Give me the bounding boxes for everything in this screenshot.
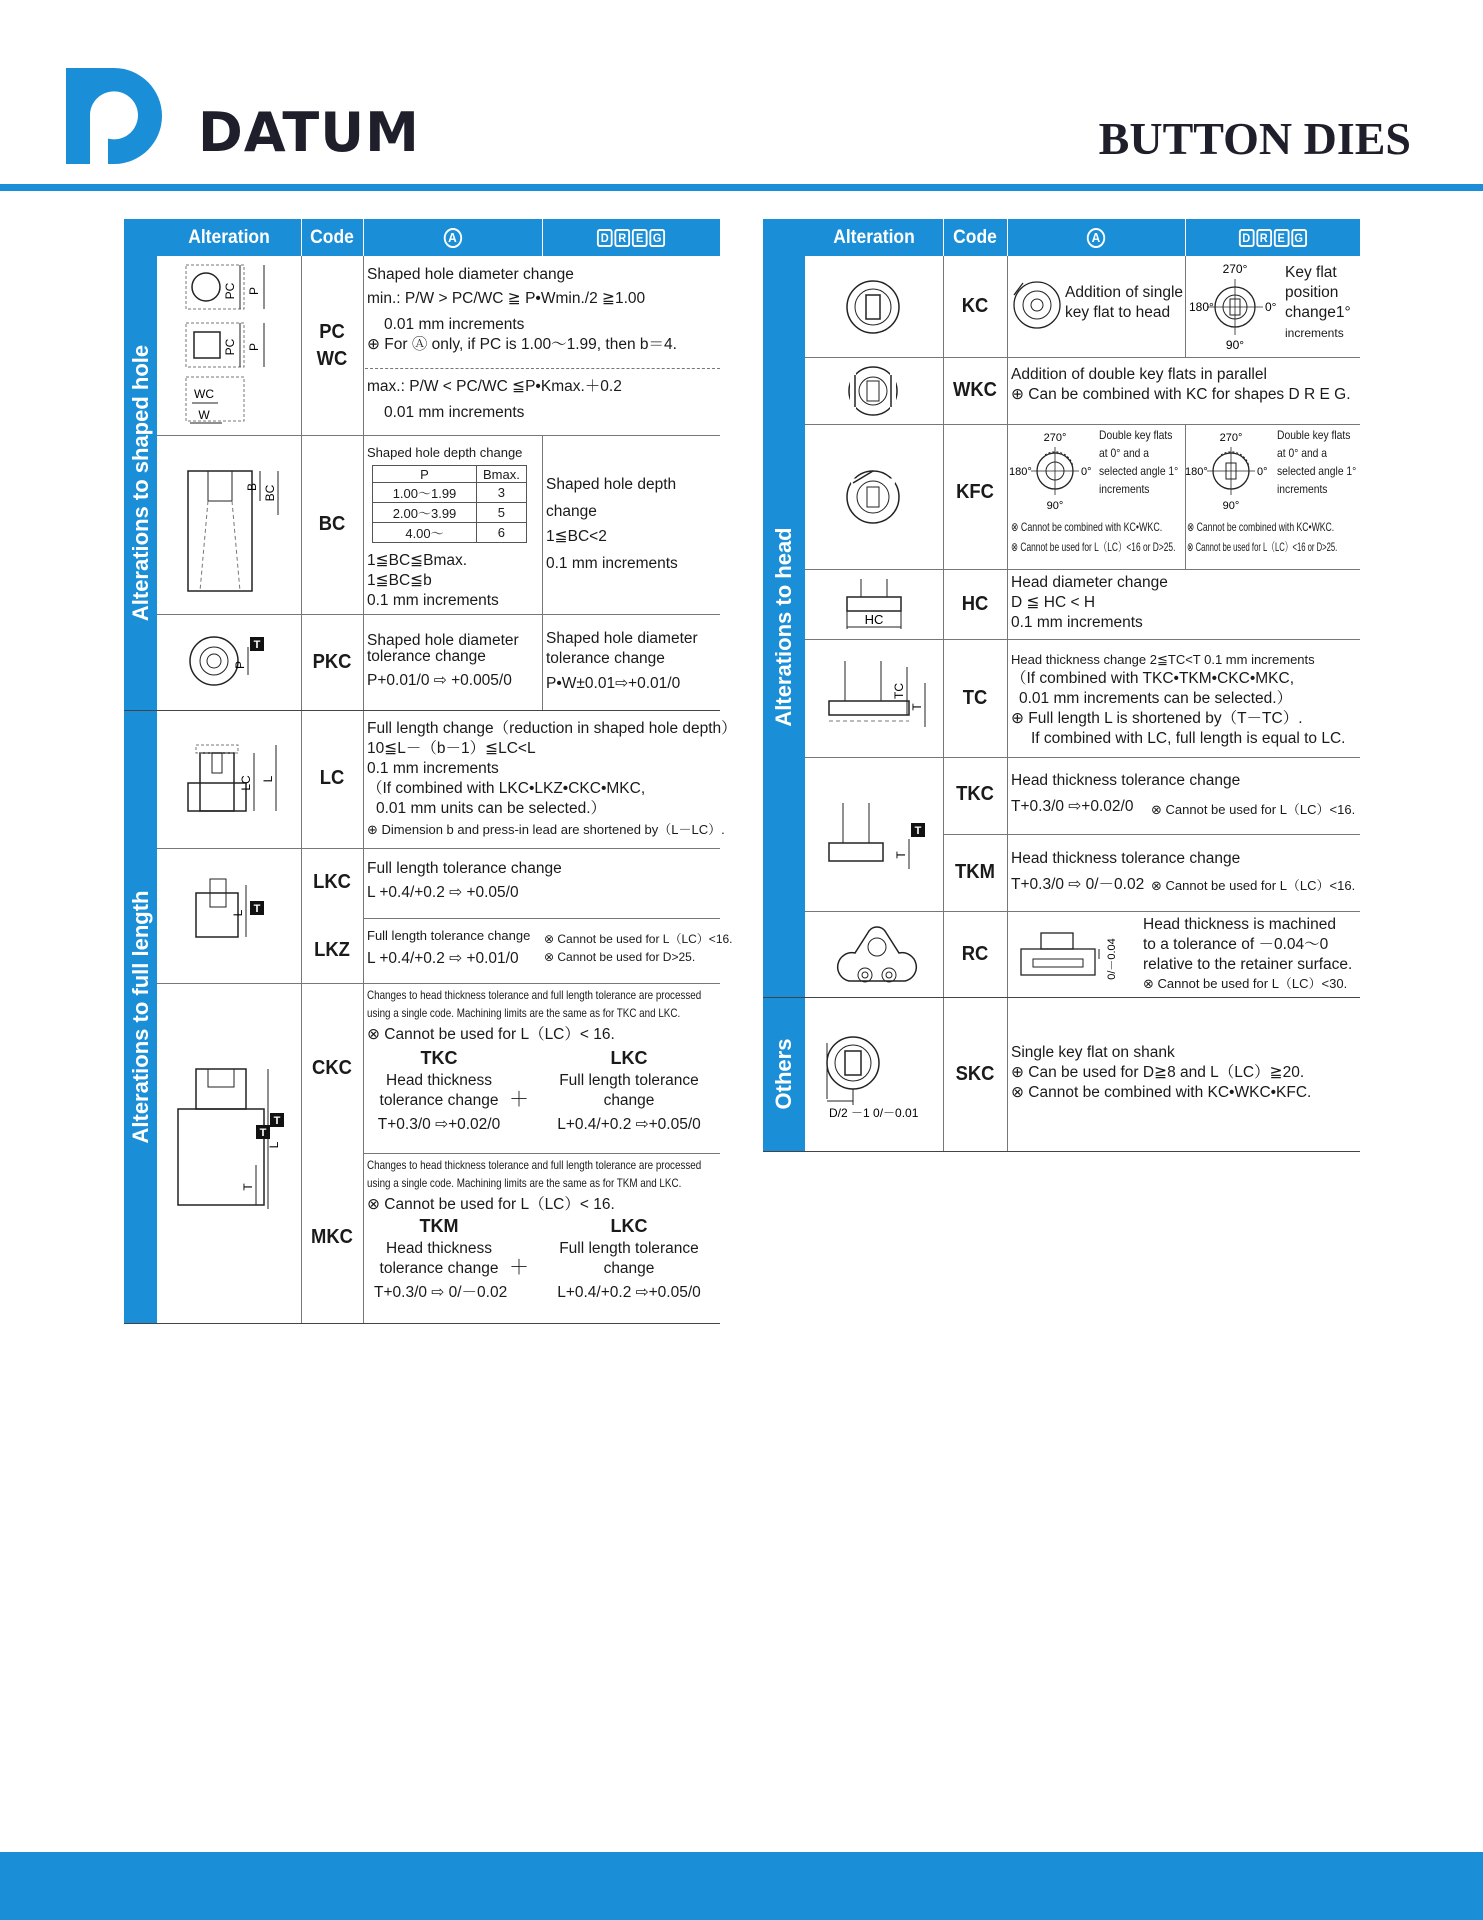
hc-line-3: 0.1 mm increments (1011, 614, 1143, 631)
code-tkm: TKM (955, 861, 995, 883)
bc-diagram (160, 441, 300, 611)
lc-line-3: 0.1 mm increments (367, 760, 499, 777)
hc-diagram (809, 573, 939, 635)
ckc-line-2: using a single code. Machining limits are the same as for TKC and LKC. (367, 1006, 681, 1020)
pcwc-line-1: Shaped hole diameter change (367, 266, 574, 283)
pkc-b-line-2: tolerance change (546, 650, 665, 667)
lkz-line-2: L +0.4/+0.2 ⇨ +0.01/0 (367, 950, 519, 967)
svg-text:T: T (914, 825, 922, 837)
kfc-b-line-4: increments (1277, 482, 1328, 496)
page-header (0, 0, 1483, 190)
code-skc: SKC (955, 1063, 995, 1085)
hc-line-2: D ≦ HC < H (1011, 594, 1096, 611)
tc-diagram (809, 643, 939, 753)
lkz-note-1: ⊗ Cannot be used for L（LC）<16. (544, 932, 733, 946)
datum-logo-icon (66, 68, 162, 164)
kfc-a-note-1: ⊗ Cannot be combined with KC•WKC. (1011, 520, 1163, 534)
kfc-a-angle-270: 270° (1043, 432, 1067, 444)
svg-text:L: L (267, 1141, 281, 1149)
kc-b-line-2: position (1285, 284, 1339, 301)
bc-b-line-2: change (546, 503, 597, 520)
rc-line-1: Head thickness is machined (1143, 916, 1336, 933)
brand-name: DATUM (198, 101, 420, 164)
pcwc-line-3: 0.01 mm increments (384, 316, 525, 333)
mkc-right-line-3: L+0.4/+0.2 ⇨+0.05/0 (557, 1284, 701, 1301)
kfc-b-angle-icon (1185, 427, 1281, 515)
bc-b-line-3: 1≦BC<2 (546, 528, 607, 545)
bc-a-line-3: 0.1 mm increments (367, 592, 499, 609)
ckc-mkc-diagram (160, 1059, 300, 1249)
code-pc-wc: PC WC (316, 321, 348, 370)
column-dreg: D R E G (549, 219, 713, 256)
ckc-right-code: LKC (610, 1048, 648, 1068)
ckc-left-line-2: tolerance change (379, 1092, 499, 1109)
column-alteration: Alteration (188, 227, 270, 248)
right-table (763, 219, 1360, 1152)
column-a: A (370, 219, 535, 256)
mkc-line-3: ⊗ Cannot be used for L（LC）< 16. (367, 1196, 615, 1213)
svg-text:T: T (894, 851, 908, 859)
kfc-b-line-3: selected angle 1° (1277, 464, 1357, 478)
mkc-right-code: LKC (610, 1216, 648, 1236)
ckc-right-line-1: Full length tolerance (559, 1072, 699, 1089)
wkc-diagram (809, 361, 939, 421)
group-shaped-hole: Alterations to shaped hole (124, 256, 157, 710)
pcwc-line-6: 0.01 mm increments (384, 404, 525, 421)
svg-text:PC: PC (223, 338, 237, 356)
rc-dim-label: 0/－0.04 (1106, 938, 1118, 980)
mkc-left-code: TKM (419, 1216, 459, 1236)
code-tkc: TKC (956, 783, 994, 805)
code-tc: TC (962, 687, 988, 709)
page-title: BUTTON DIES (1098, 113, 1411, 164)
svg-text:P: P (247, 286, 261, 296)
kfc-a-angle-180: 180° (1009, 466, 1032, 478)
lc-line-5: 0.01 mm units can be selected.） (376, 800, 607, 817)
svg-text:T: T (273, 1115, 281, 1127)
ckc-left-code: TKC (420, 1048, 458, 1068)
lc-line-4: （If combined with LKC•LKZ•CKC•MKC, (367, 780, 646, 797)
lc-line-1: Full length change（reduction in shaped hole depth） (367, 720, 737, 737)
kfc-a-angle-0: 0° (1081, 466, 1092, 478)
ckc-plus: ＋ (509, 1089, 529, 1111)
tkm-line-2: T+0.3/0 ⇨ 0/－0.02 (1011, 876, 1145, 893)
lc-diagram (160, 715, 300, 845)
bc-b-line-1: Shaped hole depth (546, 476, 677, 493)
tc-line-4: ⊕ Full length L is shortened by（T－TC）. (1011, 710, 1303, 727)
svg-text:WC: WC (194, 387, 214, 401)
svg-text:T: T (241, 1183, 255, 1191)
kfc-diagram (809, 457, 939, 537)
kc-a-icon (1011, 271, 1065, 341)
tkc-line-2: T+0.3/0 ⇨+0.02/0 (1011, 798, 1134, 815)
mkc-left-line-1: Head thickness (386, 1240, 492, 1257)
kfc-a-line-1: Double key flats (1099, 428, 1173, 442)
mkc-line-1: Changes to head thickness tolerance and full length tolerance are processed (367, 1158, 702, 1172)
skc-line-2: ⊕ Can be used for D≧8 and L（LC）≧20. (1011, 1064, 1305, 1081)
ckc-left-line-1: Head thickness (386, 1072, 492, 1089)
kc-b-line-3: change1° (1285, 304, 1351, 321)
rc-section-icon (1011, 919, 1131, 993)
skc-line-3: ⊗ Cannot be combined with KC•WKC•KFC. (1011, 1084, 1312, 1101)
code-kfc: KFC (956, 481, 994, 503)
skc-dim-label: D/2 －1 0/－0.01 (829, 1106, 919, 1120)
skc-line-1: Single key flat on shank (1011, 1044, 1175, 1061)
pkc-a-line-2: tolerance change (367, 648, 486, 665)
code-lc: LC (319, 767, 345, 789)
kc-a-line-1: Addition of single (1065, 284, 1184, 301)
mkc-line-2: using a single code. Machining limits are the same as for TKM and LKC. (367, 1176, 682, 1190)
skc-diagram (809, 1003, 943, 1147)
svg-text:L: L (261, 775, 275, 783)
pkc-diagram (160, 619, 300, 707)
svg-text:P: P (233, 660, 247, 670)
kfc-b-line-2: at 0° and a (1277, 446, 1328, 460)
ckc-line-1: Changes to head thickness tolerance and full length tolerance are processed (367, 988, 702, 1002)
lkc-lkz-diagram (160, 853, 300, 979)
pcwc-line-5: max.: P/W < PC/WC ≦P•Kmax.＋0.2 (367, 378, 622, 395)
kfc-b-angle-270: 270° (1219, 432, 1243, 444)
bc-a-line-1: 1≦BC≦Bmax. (367, 552, 468, 569)
kc-angle-270: 270° (1222, 262, 1248, 276)
svg-text:TC: TC (892, 683, 906, 699)
bc-title: Shaped hole depth change (367, 445, 523, 460)
lc-line-6: ⊕ Dimension b and press-in lead are shortened by（L－LC）. (367, 822, 725, 837)
svg-text:T: T (910, 703, 924, 711)
mkc-left-line-3: T+0.3/0 ⇨ 0/－0.02 (374, 1284, 508, 1301)
group-others: Others (763, 997, 805, 1151)
tkc-line-1: Head thickness tolerance change (1011, 772, 1241, 789)
column-a: A (1014, 219, 1178, 256)
tc-line-2: （If combined with TKC•TKM•CKC•MKC, (1011, 670, 1294, 687)
rc-line-2: to a tolerance of －0.04～0 (1143, 936, 1329, 953)
code-kc: KC (961, 295, 989, 317)
svg-text:PC: PC (223, 282, 237, 300)
svg-text:T: T (253, 639, 261, 651)
pkc-a-line-3: P+0.01/0 ⇨ +0.005/0 (367, 672, 512, 689)
kc-b-line-4: increments (1285, 326, 1344, 340)
pcwc-diagram (160, 259, 300, 431)
kfc-b-note-2: ⊗ Cannot be used for L（LC）<16 or D>25. (1187, 540, 1338, 554)
rc-line-3: relative to the retainer surface. (1143, 956, 1353, 973)
tc-line-1: Head thickness change 2≦TC<T 0.1 mm increments (1011, 652, 1315, 667)
kfc-b-line-1: Double key flats (1277, 428, 1351, 442)
footer-bar (0, 1852, 1483, 1920)
kc-angle-90: 90° (1225, 338, 1245, 352)
rc-diagram (809, 915, 939, 995)
ckc-right-line-2: change (603, 1092, 655, 1109)
hc-line-1: Head diameter change (1011, 574, 1168, 591)
ckc-left-line-3: T+0.3/0 ⇨+0.02/0 (377, 1116, 501, 1133)
hc-dim-label: HC (864, 612, 884, 627)
pkc-b-line-3: P•W±0.01⇨+0.01/0 (546, 675, 681, 692)
column-code: Code (953, 227, 997, 248)
pkc-a-line-1: Shaped hole diameter (367, 632, 519, 649)
bc-a-line-2: 1≦BC≦b (367, 572, 432, 589)
kfc-b-angle-180: 180° (1185, 466, 1208, 478)
tkc-tkm-diagram (809, 779, 939, 889)
tc-line-5: If combined with LC, full length is equal to LC. (1031, 730, 1346, 747)
kc-diagram (809, 261, 939, 353)
bc-bmax-table: P Bmax. 1.00～1.99 3 2.00～3.99 5 4.00～ 6 (372, 465, 527, 543)
mkc-plus: ＋ (509, 1257, 529, 1279)
kfc-a-angle-90: 90° (1046, 500, 1064, 512)
wkc-line-1: Addition of double key flats in parallel (1011, 366, 1267, 383)
svg-text:BC: BC (263, 484, 277, 502)
code-mkc: MKC (311, 1226, 353, 1248)
left-table (124, 219, 737, 1324)
code-hc: HC (961, 593, 989, 615)
lkz-note-2: ⊗ Cannot be used for D>25. (544, 950, 696, 964)
kc-b-line-1: Key flat (1285, 264, 1337, 281)
pcwc-line-4: ⊕ For Ⓐ only, if PC is 1.00～1.99, then b＝4. (367, 336, 677, 353)
svg-text:T: T (259, 1127, 267, 1139)
column-dreg: D R E G (1192, 219, 1353, 256)
code-lkc: LKC (313, 871, 351, 893)
lkz-line-1: Full length tolerance change (367, 928, 531, 943)
kfc-a-note-2: ⊗ Cannot be used for L（LC）<16 or D>25. (1011, 540, 1176, 554)
lkc-line-1: Full length tolerance change (367, 860, 562, 877)
right-table-header (763, 219, 1360, 256)
pkc-b-line-1: Shaped hole diameter (546, 630, 698, 647)
kc-b-angle-icon (1187, 259, 1283, 355)
svg-text:L: L (231, 909, 245, 917)
pcwc-line-2: min.: P/W > PC/WC ≧ P•Wmin./2 ≧1.00 (367, 290, 646, 307)
kfc-a-line-2: at 0° and a (1099, 446, 1150, 460)
wkc-line-2: ⊕ Can be combined with KC for shapes D R E G. (1011, 386, 1351, 403)
kfc-a-angle-icon (1009, 427, 1105, 515)
svg-text:W: W (198, 408, 210, 422)
kfc-b-angle-90: 90° (1222, 500, 1240, 512)
bc-b-line-4: 0.1 mm increments (546, 555, 678, 572)
lkc-line-2: L +0.4/+0.2 ⇨ +0.05/0 (367, 884, 519, 901)
code-ckc: CKC (312, 1057, 352, 1079)
code-lkz: LKZ (314, 939, 350, 961)
kfc-b-note-1: ⊗ Cannot be combined with KC•WKC. (1187, 520, 1335, 534)
code-rc: RC (961, 943, 989, 965)
header-rule (0, 184, 1483, 191)
svg-text:LC: LC (239, 775, 253, 791)
kfc-a-line-3: selected angle 1° (1099, 464, 1179, 478)
left-table-header (124, 219, 720, 256)
kc-angle-0: 0° (1265, 300, 1277, 314)
mkc-left-line-2: tolerance change (379, 1260, 499, 1277)
kfc-b-angle-0: 0° (1257, 466, 1268, 478)
tc-line-3: 0.01 mm increments can be selected.） (1019, 690, 1293, 707)
svg-text:T: T (253, 903, 261, 915)
svg-text:B: B (245, 482, 259, 492)
code-pkc: PKC (312, 651, 352, 673)
lc-line-2: 10≦L－（b－1）≦LC<L (367, 740, 536, 757)
ckc-line-3: ⊗ Cannot be used for L（LC）< 16. (367, 1026, 615, 1043)
column-alteration: Alteration (833, 227, 915, 248)
mkc-right-line-1: Full length tolerance (559, 1240, 699, 1257)
ckc-right-line-3: L+0.4/+0.2 ⇨+0.05/0 (557, 1116, 701, 1133)
group-head: Alterations to head (763, 256, 805, 997)
column-code: Code (310, 227, 354, 248)
svg-text:P: P (247, 342, 261, 352)
tkm-line-1: Head thickness tolerance change (1011, 850, 1241, 867)
tkm-note: ⊗ Cannot be used for L（LC）<16. (1151, 878, 1356, 893)
kc-a-line-2: key flat to head (1065, 304, 1171, 321)
mkc-right-line-2: change (603, 1260, 655, 1277)
kfc-a-line-4: increments (1099, 482, 1150, 496)
tkc-note: ⊗ Cannot be used for L（LC）<16. (1151, 802, 1356, 817)
code-bc: BC (318, 513, 346, 535)
kc-angle-180: 180° (1189, 300, 1214, 314)
code-wkc: WKC (953, 379, 997, 401)
rc-line-4: ⊗ Cannot be used for L（LC）<30. (1143, 976, 1348, 991)
group-full-length: Alterations to full length (124, 710, 157, 1324)
